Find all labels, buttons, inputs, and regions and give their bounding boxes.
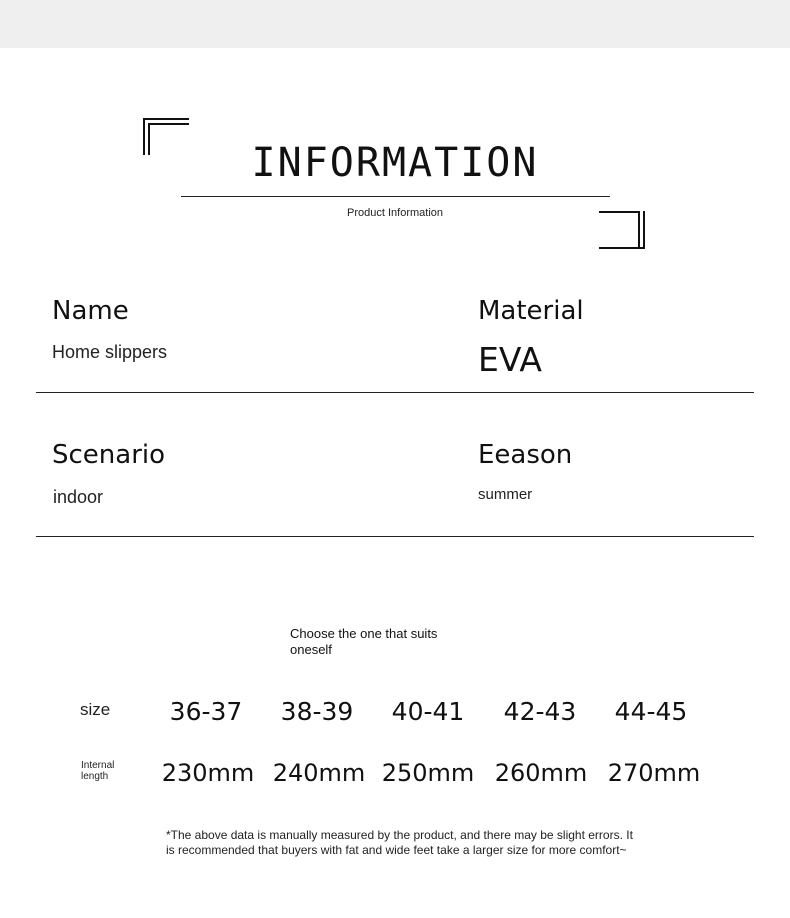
page-title: INFORMATION [251, 140, 539, 186]
length-cell: 240mm [272, 759, 366, 787]
title-divider [181, 196, 610, 197]
scenario-value: indoor [53, 487, 104, 507]
size-cell: 44-45 [614, 697, 688, 726]
season-label: Eeason [478, 440, 573, 470]
size-cell: 38-39 [280, 697, 354, 726]
row-divider [36, 392, 754, 393]
size-cell: 42-43 [503, 697, 577, 726]
length-row-label: Internal length [81, 760, 115, 782]
length-cell: 270mm [607, 759, 701, 787]
length-cell: 230mm [161, 759, 255, 787]
size-cell: 36-37 [169, 697, 243, 726]
top-band [0, 0, 790, 48]
length-cell: 260mm [494, 759, 588, 787]
size-cell: 40-41 [391, 697, 465, 726]
page-subtitle: Product Information [347, 207, 443, 219]
material-value: EVA [478, 340, 542, 379]
scenario-label: Scenario [52, 440, 166, 470]
length-cell: 250mm [381, 759, 475, 787]
measurement-note: *The above data is manually measured by the product, and there may be slight errors. It is recommended that buyers with fat and wide feet take a larger size for more comfort~ [166, 828, 633, 857]
row-divider [36, 536, 754, 537]
size-row-label: size [80, 700, 111, 719]
material-label: Material [478, 296, 584, 326]
name-value: Home slippers [52, 342, 168, 362]
name-label: Name [52, 296, 129, 326]
size-hint: Choose the one that suits oneself [290, 626, 438, 657]
corner-bracket-bottom-right [599, 211, 645, 249]
season-value: summer [478, 486, 533, 503]
